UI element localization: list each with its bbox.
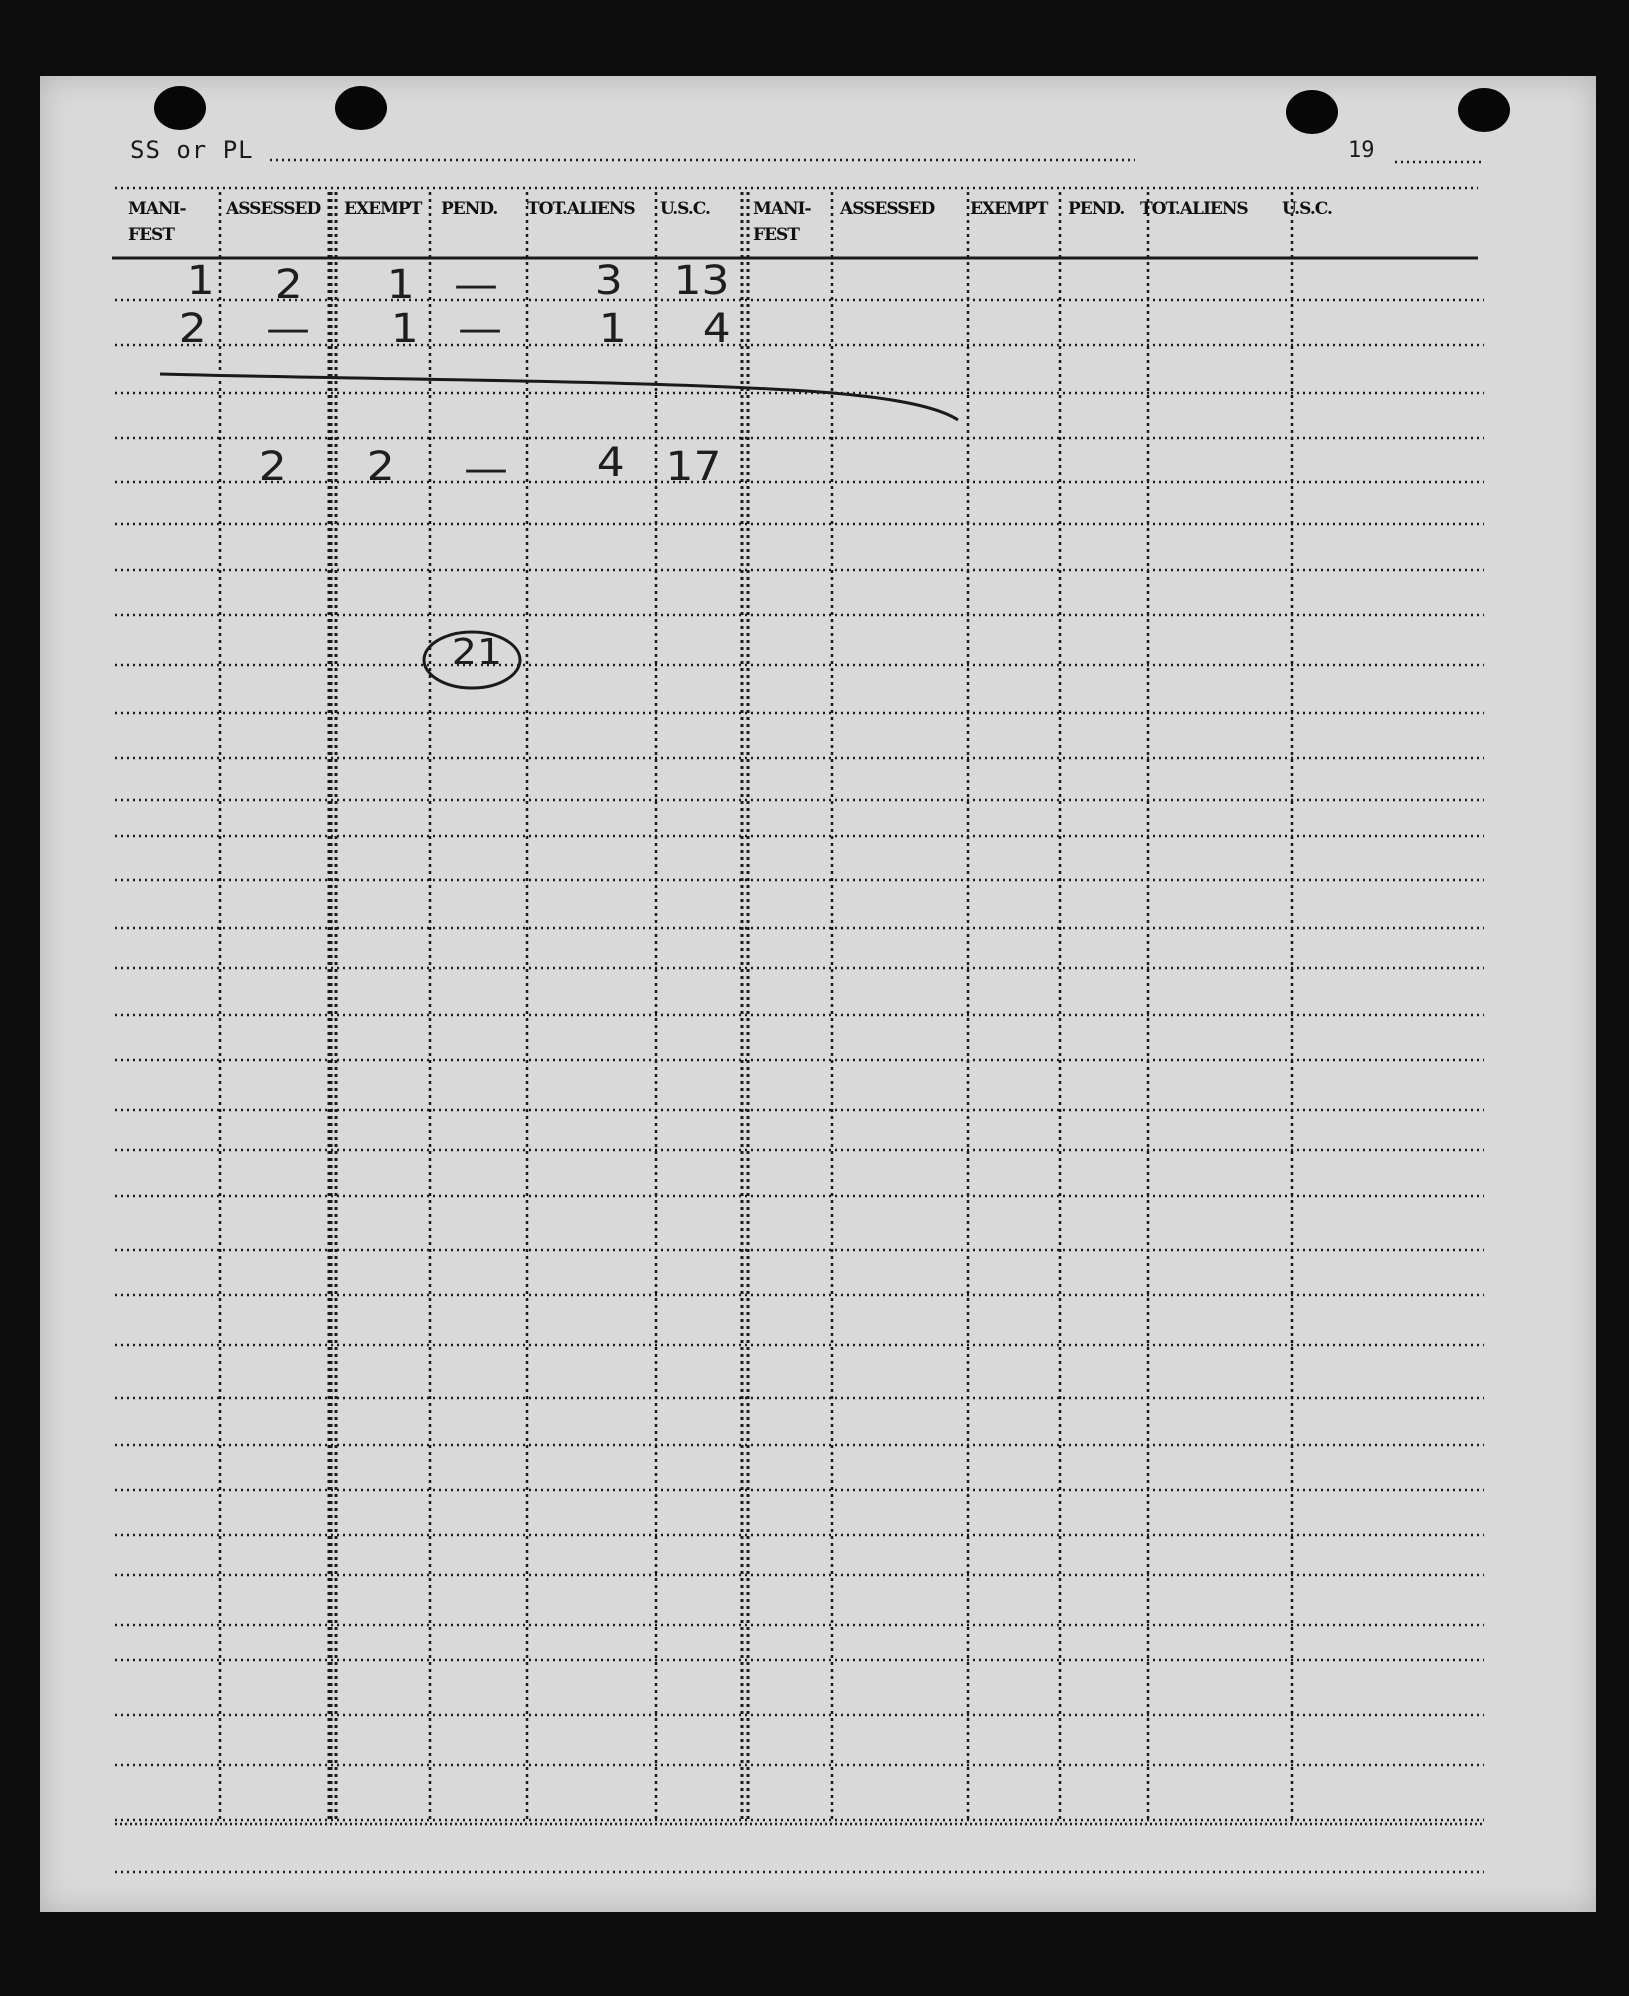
column-header-tot-aliens-2: TOT.ALIENS bbox=[1140, 199, 1248, 219]
row1-manifest: 1 bbox=[186, 258, 215, 304]
row2-manifest: 2 bbox=[178, 306, 207, 352]
column-header-usc-2: U.S.C. bbox=[1282, 199, 1332, 219]
row1-assessed: 2 bbox=[274, 262, 303, 308]
row1-usc: 13 bbox=[673, 258, 730, 304]
column-header-assessed: ASSESSED bbox=[226, 199, 321, 219]
row2-tot-aliens: 1 bbox=[598, 306, 627, 352]
circled-total: 21 bbox=[451, 632, 503, 673]
row2-assessed: — bbox=[266, 306, 310, 352]
column-header-tot-aliens: TOT.ALIENS bbox=[527, 199, 635, 219]
row1-exempt: 1 bbox=[386, 262, 415, 308]
totals-usc: 17 bbox=[665, 444, 722, 490]
column-header-exempt-2: EXEMPT bbox=[970, 199, 1048, 219]
row2-usc: 4 bbox=[702, 306, 731, 352]
row2-exempt: 1 bbox=[390, 306, 419, 352]
totals-exempt: 2 bbox=[366, 444, 395, 490]
totals-assessed: 2 bbox=[258, 444, 287, 490]
ss-or-pl-label: SS or PL bbox=[130, 136, 254, 164]
column-header-manifest-2: MANI- FEST bbox=[753, 199, 811, 245]
row1-pend: — bbox=[454, 262, 498, 308]
handwritten-sum-line bbox=[160, 374, 958, 420]
totals-pend: — bbox=[464, 446, 508, 492]
column-header-manifest: MANI- FEST bbox=[128, 199, 186, 245]
year-label: 19 bbox=[1348, 138, 1375, 163]
row1-tot-aliens: 3 bbox=[594, 258, 623, 304]
column-header-assessed-2: ASSESSED bbox=[840, 199, 935, 219]
column-header-exempt: EXEMPT bbox=[344, 199, 422, 219]
column-header-pend-2: PEND. bbox=[1068, 199, 1125, 219]
column-header-pend: PEND. bbox=[441, 199, 498, 219]
row2-pend: — bbox=[458, 306, 502, 352]
totals-tot-aliens: 4 bbox=[596, 440, 625, 486]
column-header-usc: U.S.C. bbox=[660, 199, 710, 219]
